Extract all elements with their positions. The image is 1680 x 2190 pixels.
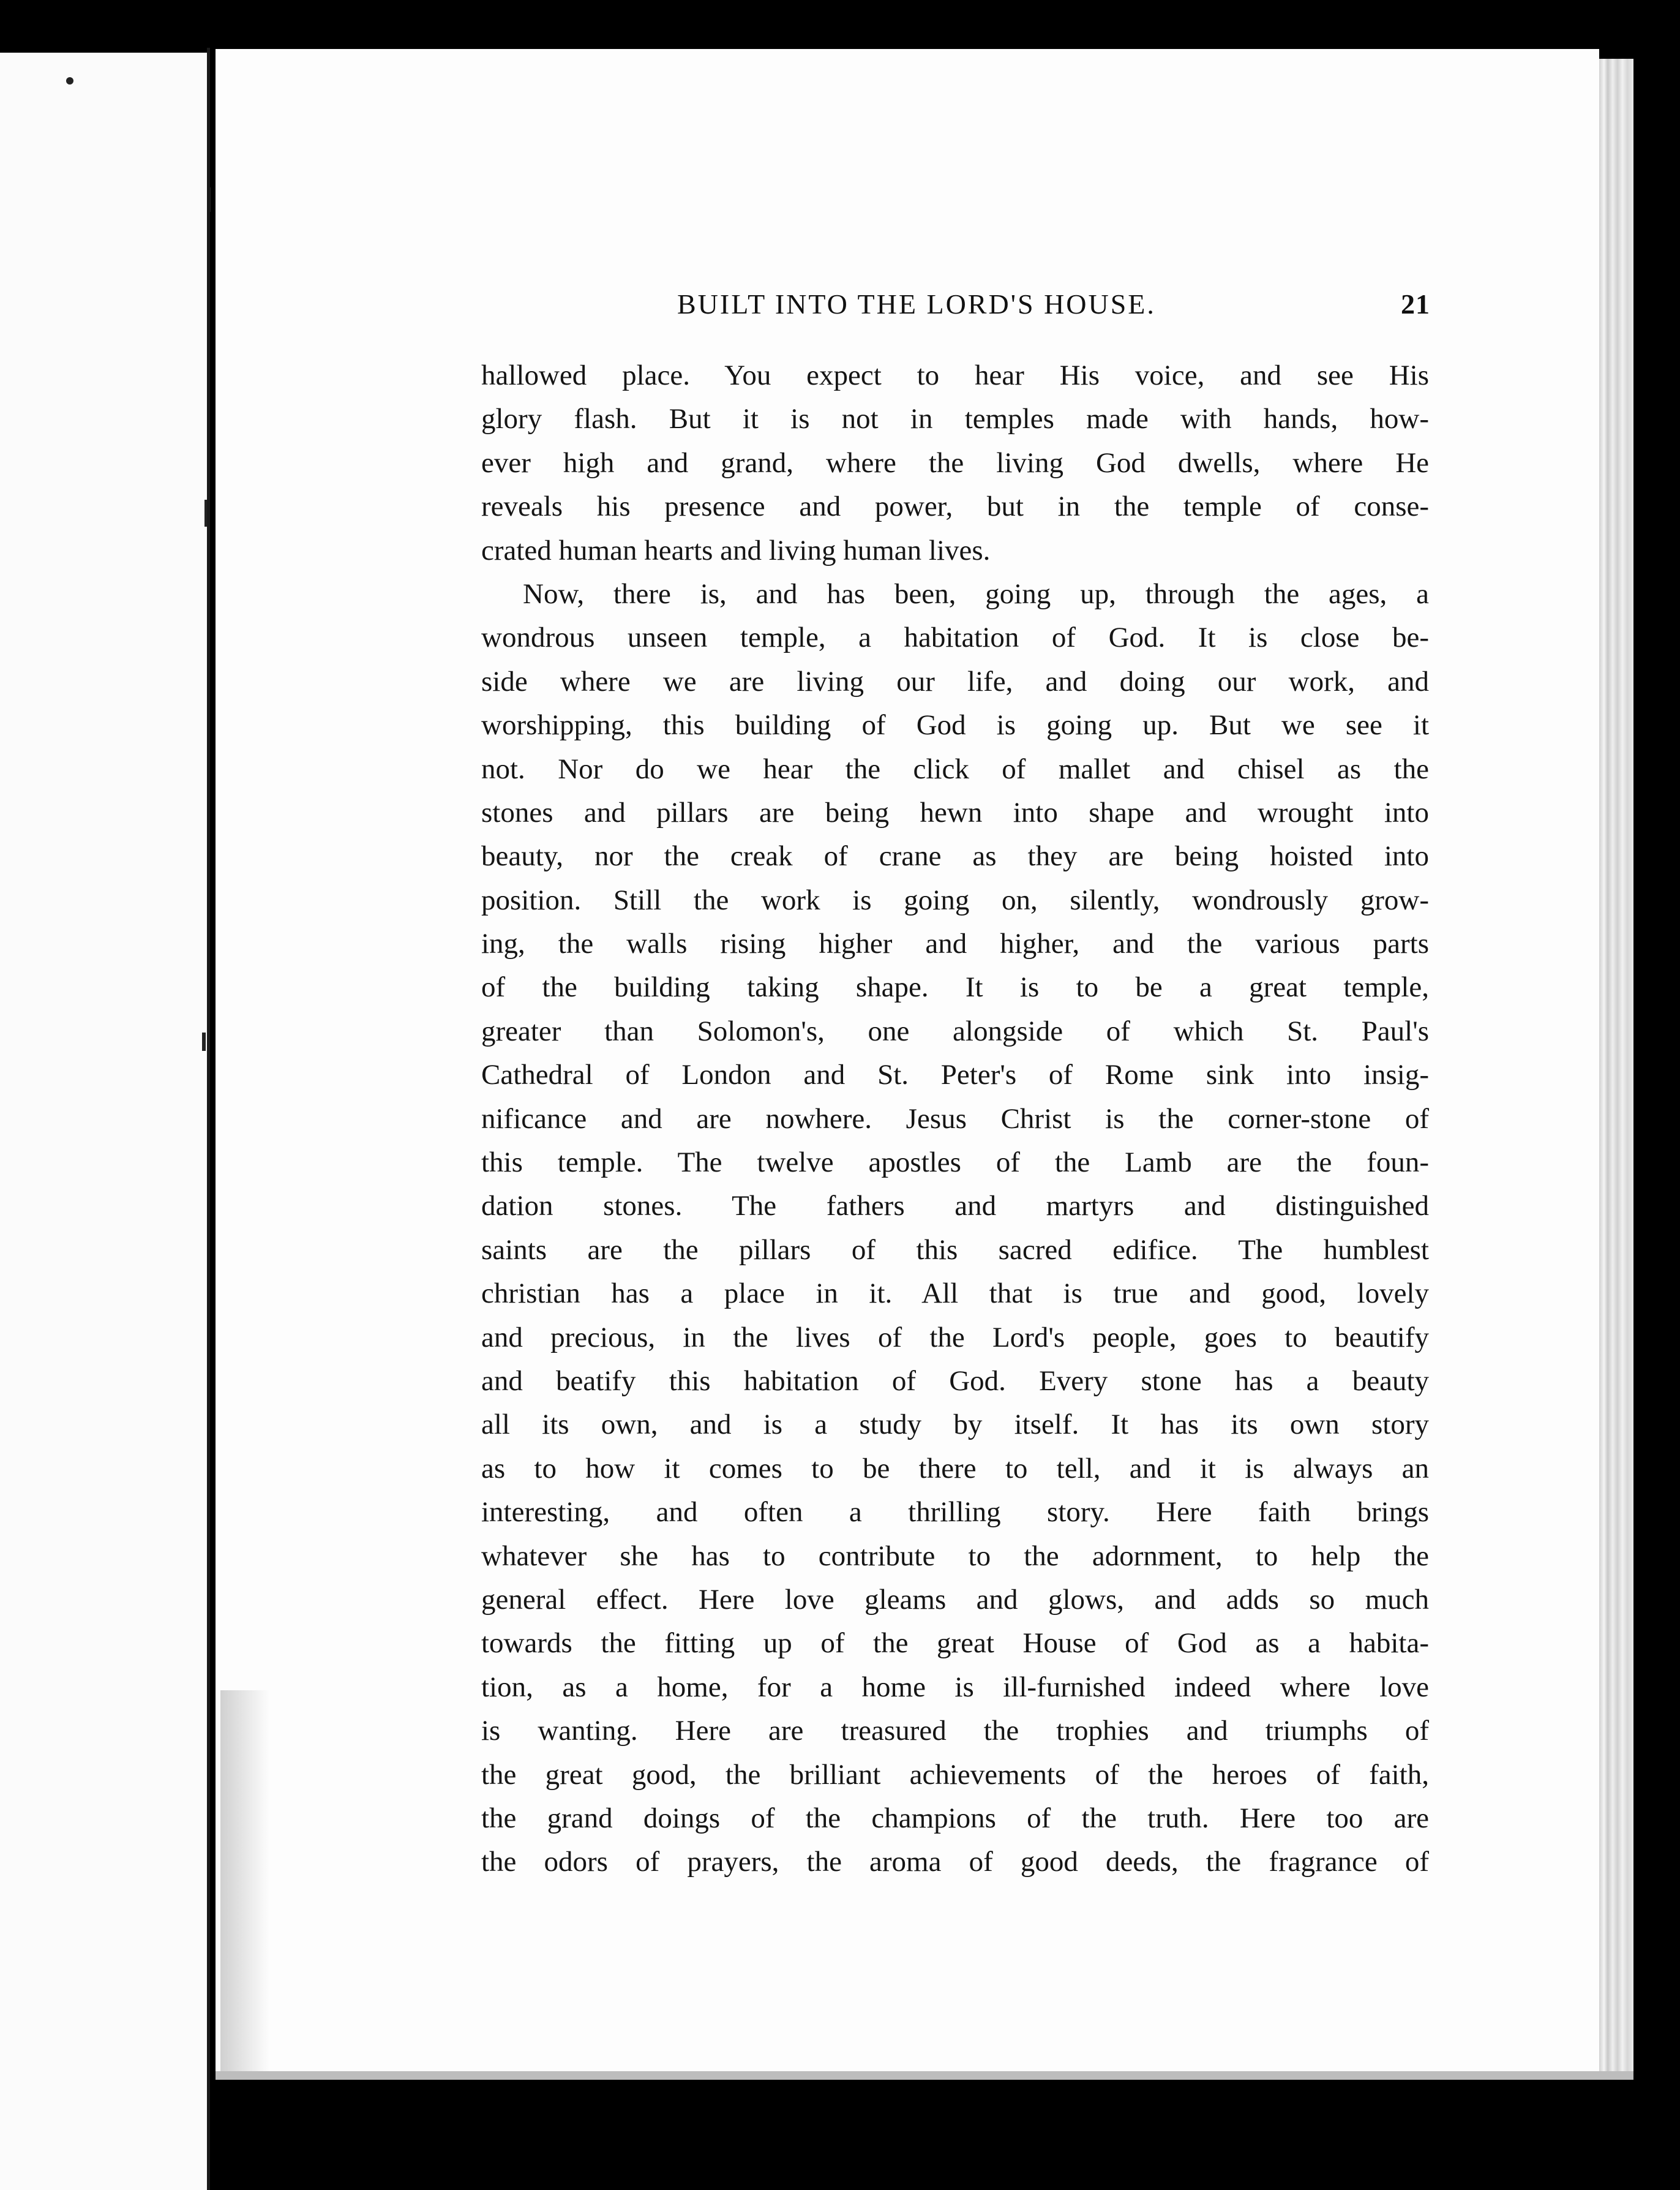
text-line: and beatify this habitation of God. Every stone has a beauty: [481, 1364, 1429, 1397]
page-number: 21: [1401, 288, 1430, 320]
text-line: all its own, and is a study by itself. It has its own story: [481, 1409, 1429, 1441]
text-line: greater than Solomon's, one alongside of which St. Paul's: [481, 1015, 1429, 1047]
text-line: crated human hearts and living human lives.: [481, 534, 991, 566]
text-line: worshipping, this building of God is going up. But we see it: [481, 709, 1429, 742]
paragraph-first-line: Now, there is, and has been, going up, through the ages, a: [523, 578, 1429, 610]
text-line: nificance and are nowhere. Jesus Christ is the corner-stone of: [481, 1102, 1429, 1135]
text-line: wondrous unseen temple, a habitation of God. It is close be-: [481, 622, 1429, 654]
text-line: of the building taking shape. It is to be a great temple,: [481, 971, 1429, 1004]
body-text: [481, 354, 1429, 1884]
text-line: hallowed place. You expect to hear His voice, and see His: [481, 359, 1429, 391]
text-line: tion, as a home, for a home is ill-furnished indeed where love: [481, 1671, 1429, 1703]
text-line: ing, the walls rising higher and higher, and the various parts: [481, 928, 1429, 960]
text-line: whatever she has to contribute to the adornment, to help the: [481, 1540, 1429, 1572]
text-line: and precious, in the lives of the Lord's people, goes to beautify: [481, 1321, 1429, 1353]
text-line: christian has a place in it. All that is true and good, lovely: [481, 1278, 1429, 1310]
text-line: as to how it comes to be there to tell, and it is always an: [481, 1452, 1429, 1484]
facing-page-edge: [0, 53, 208, 2190]
text-line: ever high and grand, where the living God dwells, where He: [481, 446, 1429, 479]
text-line: interesting, and often a thrilling story. Here faith brings: [481, 1496, 1429, 1529]
text-line: saints are the pillars of this sacred edifice. The humblest: [481, 1233, 1429, 1266]
page-fold-shadow: [220, 1690, 269, 2071]
text-line: the odors of prayers, the aroma of good deeds, the fragrance of: [481, 1846, 1429, 1878]
text-line: glory flash. But it is not in temples made with hands, how-: [481, 403, 1429, 435]
text-line: dation stones. The fathers and martyrs and distinguished: [481, 1190, 1429, 1222]
margin-mark: [202, 1033, 206, 1051]
text-line: the grand doings of the champions of the truth. Here too are: [481, 1802, 1429, 1834]
text-line: general effect. Here love gleams and glows, and adds so much: [481, 1583, 1429, 1616]
text-line: is wanting. Here are treasured the trophies and triumphs of: [481, 1715, 1429, 1747]
page-bottom-edge: [216, 2071, 1633, 2080]
text-line: this temple. The twelve apostles of the Lamb are the foun-: [481, 1146, 1429, 1179]
text-line: position. Still the work is going on, silently, wondrously grow-: [481, 884, 1429, 916]
running-title: BUILT INTO THE LORD'S HOUSE.: [677, 288, 1156, 320]
text-line: not. Nor do we hear the click of mallet and chisel as the: [481, 753, 1429, 785]
running-head: [677, 288, 1430, 325]
page-stack-edge: [1599, 59, 1633, 2071]
text-line: beauty, nor the creak of crane as they are being hoisted into: [481, 840, 1429, 873]
text-line: side where we are living our life, and doing our work, and: [481, 665, 1429, 698]
text-line: the great good, the brilliant achievements of the heroes of faith,: [481, 1758, 1429, 1791]
book-gutter: [207, 48, 210, 2190]
text-line: towards the fitting up of the great House of God as a habita-: [481, 1627, 1429, 1660]
text-line: reveals his presence and power, but in the temple of conse-: [481, 491, 1429, 523]
ink-dot: [66, 77, 73, 85]
text-line: stones and pillars are being hewn into shape and wrought into: [481, 796, 1429, 829]
text-line: Cathedral of London and St. Peter's of Rome sink into insig-: [481, 1059, 1429, 1091]
